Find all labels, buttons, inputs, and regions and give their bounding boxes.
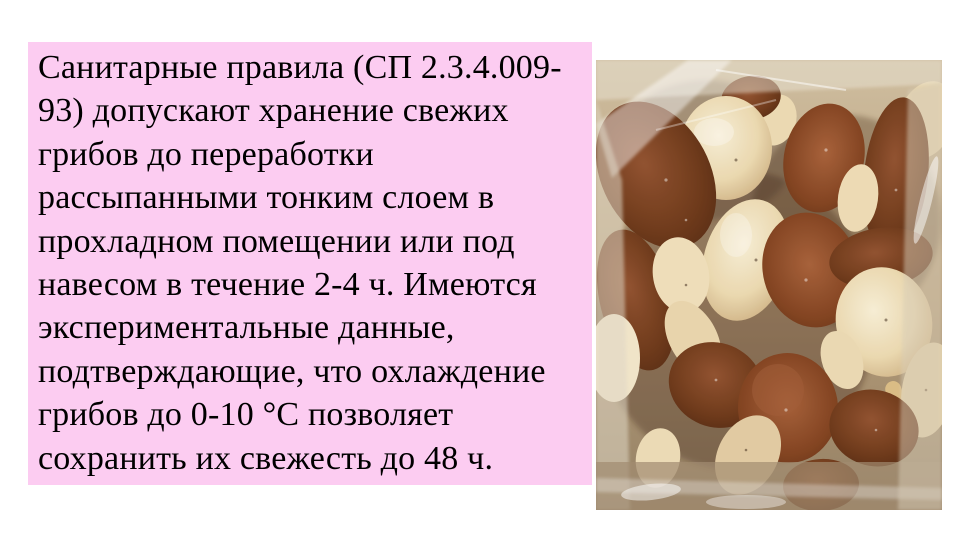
text-line: грибов до 0-10 °С позволяет <box>38 396 454 434</box>
mushrooms-photo-graphic <box>596 60 942 510</box>
mushrooms-photo <box>596 60 942 510</box>
text-box <box>28 42 592 485</box>
text-line: подтверждающие, что охлаждение <box>38 352 546 390</box>
text-line: 93) допускают хранение свежих <box>38 92 509 130</box>
text-line: грибов до переработки <box>38 135 374 173</box>
text-line: навесом в течение 2-4 ч. Имеются <box>38 266 537 304</box>
text-line: экспериментальные данные, <box>38 309 455 347</box>
text-line: рассыпанными тонким слоем в <box>38 179 495 217</box>
text-line: сохранить их свежесть до 48 ч. <box>38 439 494 477</box>
text-line: Санитарные правила (СП 2.3.4.009- <box>38 49 562 86</box>
text-line: прохладном помещении или под <box>38 222 515 260</box>
plastic-bag-film <box>596 60 942 510</box>
